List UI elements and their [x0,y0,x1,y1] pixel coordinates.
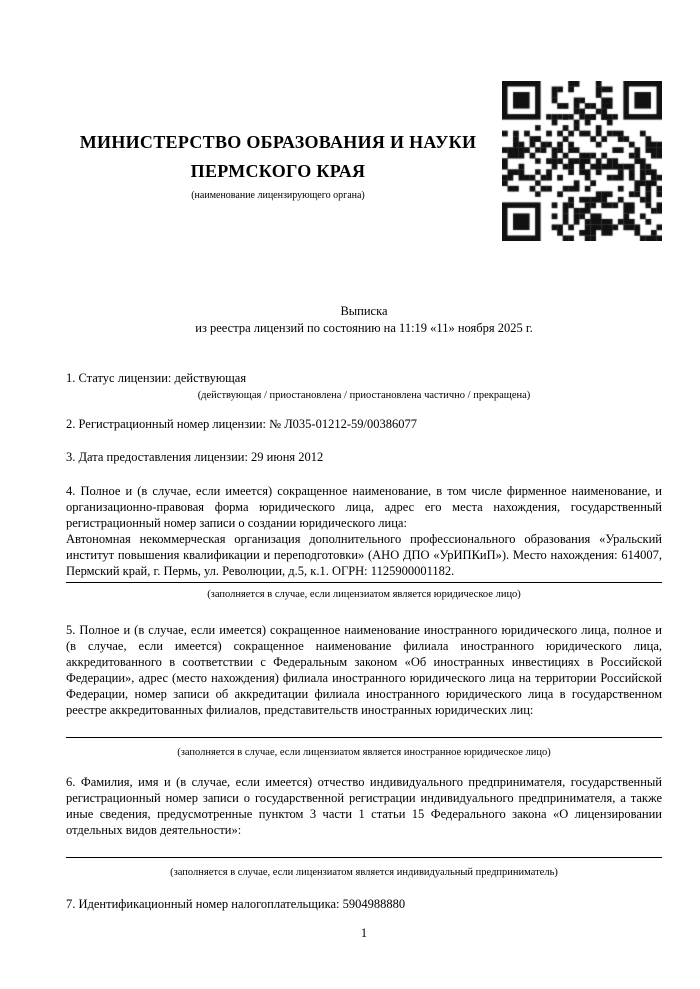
foreign-entity-question: 5. Полное и (в случае, если имеется) сокращенное наименование иностранного юридического лица, полное и (в случае, если имеется) сокращенное наименование филиала иностранного юридического лица, аккредитованного в соответствии с Федеральным законом «Об иностранных инвестициях в Российской Федерации», адрес (место нахождения) филиала иностранного юридического лица на территории Российской Федерации, номер записи об аккредитации филиала иностранного юридического лица в государственном реестре аккредитованных филиалов, представительств иностранных юридических лиц: [66,623,662,717]
legal-entity-answer: Автономная некоммерческая организация дополнительного профессионального образования «Уральский институт повышения квалификации и переподготовки» (АНО ДПО «УрИПКиП»). Место нахождения: 614007, Пермский край, г. Пермь, ул. Революции, д.5, к.1. ОГРН: 1125900001182. [66,532,662,578]
foreign-entity-section [66,622,662,718]
legal-entity-section [66,483,662,579]
legal-entity-question: 4. Полное и (в случае, если имеется) сокращенное наименование, в том числе фирменное наименование, и организационно-правовая форма юридического лица, адрес его места нахождения, государственный регистрационный номер записи о создании юридического лица: [66,484,662,530]
entrepreneur-section [66,774,662,838]
foreign-entity-fill-rule [66,737,662,738]
entrepreneur-note: (заполняется в случае, если лицензиатом является индивидуальный предприниматель) [170,867,558,878]
legal-entity-fill-rule [66,582,662,583]
license-status-line: 1. Статус лицензии: действующая [66,371,247,385]
issuing-authority-header [66,128,490,202]
license-status-options-note: (действующая / приостановлена / приостановлена частично / прекращена) [197,390,531,401]
ministry-name-line2: ПЕРМСКОГО КРАЯ [190,161,366,181]
taxpayer-id-line: 7. Идентификационный номер налогоплательщика: 5904988880 [66,897,406,911]
document-title-line2: из реестра лицензий по состоянию на 11:19 «11» ноября 2025 г. [195,321,533,335]
foreign-entity-note: (заполняется в случае, если лицензиатом является иностранное юридическое лицо) [177,747,551,758]
grant-date-line: 3. Дата предоставления лицензии: 29 июня 2012 [66,450,324,464]
legal-entity-note: (заполняется в случае, если лицензиатом является юридическое лицо) [207,589,521,600]
registration-number-line: 2. Регистрационный номер лицензии: № Л035-01212-59/00386077 [66,417,417,431]
entrepreneur-question: 6. Фамилия, имя и (в случае, если имеется) отчество индивидуального предпринимателя, государственный регистрационный номер записи о государственной регистрации индивидуального предпринимателя, а также иные сведения, предусмотренные пунктом 3 части 1 статьи 15 Федерального закона «О лицензировании отдельных видов деятельности»: [66,775,662,837]
page-number: 1 [360,926,368,940]
qr-code [502,81,662,241]
issuing-authority-caption: (наименование лицензирующего органа) [191,190,365,201]
document-title-line1: Выписка [340,304,388,318]
entrepreneur-fill-rule [66,857,662,858]
document-title [66,303,662,337]
ministry-name-line1: МИНИСТЕРСТВО ОБРАЗОВАНИЯ И НАУКИ [79,132,477,152]
